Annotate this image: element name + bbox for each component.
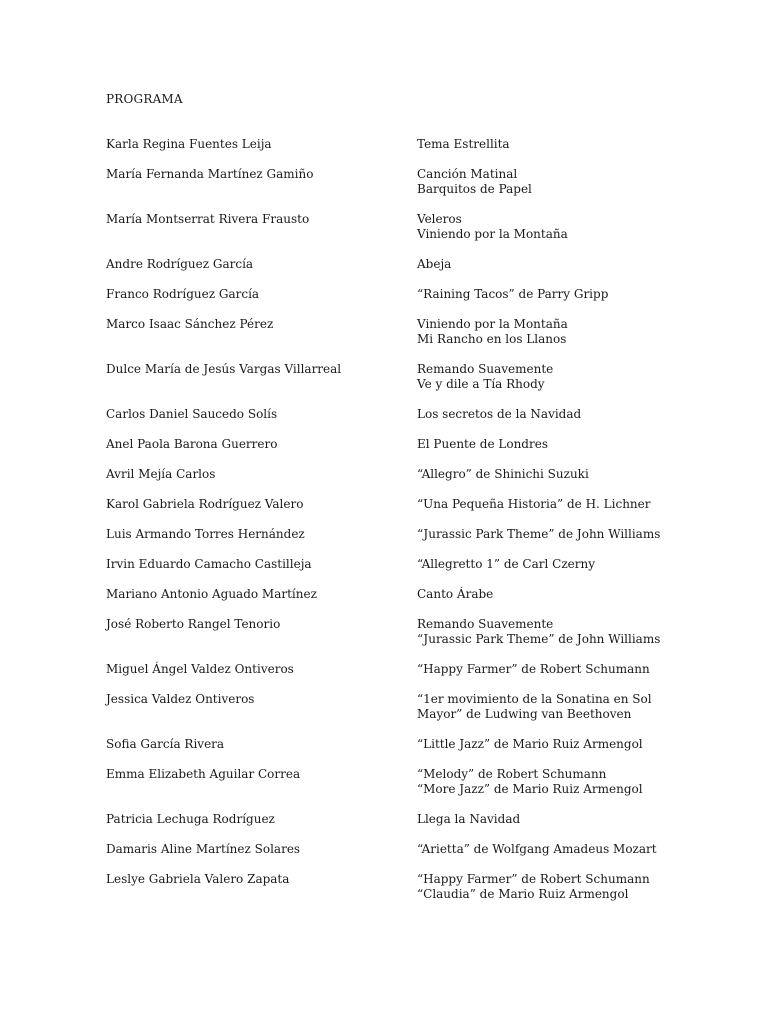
piece-title: “Raining Tacos” de Parry Gripp: [417, 287, 609, 301]
program-entry: [106, 137, 666, 152]
piece-list: [417, 437, 666, 452]
piece-title: “Little Jazz” de Mario Ruiz Armengol: [417, 737, 643, 751]
program-entry: [106, 662, 666, 677]
piece-title: Veleros: [417, 212, 462, 226]
performer-name: María Montserrat Rivera Frausto: [106, 212, 310, 226]
program-list: [106, 137, 666, 902]
piece-title: Barquitos de Papel: [417, 182, 532, 196]
program-entry: [106, 407, 666, 422]
piece-title: “Happy Farmer” de Robert Schumann: [417, 662, 650, 676]
program-entry: [106, 767, 666, 797]
piece-title: Llega la Navidad: [417, 812, 521, 826]
piece-list: [417, 137, 666, 152]
program-entry: [106, 842, 666, 857]
piece-list: [417, 527, 666, 542]
program-entry: [106, 812, 666, 827]
piece-list: [417, 617, 666, 647]
piece-list: [417, 842, 666, 857]
piece-list: [417, 497, 666, 512]
program-entry: [106, 497, 666, 512]
piece-title: Los secretos de la Navidad: [417, 407, 582, 421]
program-entry: [106, 587, 666, 602]
program-entry: [106, 437, 666, 452]
program-entry: [106, 527, 666, 542]
piece-title: Remando Suavemente: [417, 362, 554, 376]
performer-name: Andre Rodríguez García: [106, 257, 254, 271]
performer-name: Avril Mejía Carlos: [106, 467, 216, 481]
piece-title: El Puente de Londres: [417, 437, 548, 451]
program-entry: [106, 872, 666, 902]
piece-list: [417, 662, 666, 677]
performer-name: Karla Regina Fuentes Leija: [106, 137, 272, 151]
piece-list: [417, 737, 666, 752]
piece-title: “Jurassic Park Theme” de John Williams: [417, 632, 661, 646]
performer-name: Emma Elizabeth Aguilar Correa: [106, 767, 301, 781]
piece-list: [417, 317, 666, 347]
performer-name: José Roberto Rangel Tenorio: [106, 617, 281, 631]
performer-name: María Fernanda Martínez Gamiño: [106, 167, 314, 181]
piece-list: [417, 167, 666, 197]
piece-title: “Allegro” de Shinichi Suzuki: [417, 467, 589, 481]
performer-name: Sofia García Rivera: [106, 737, 225, 751]
piece-title: Canto Árabe: [417, 587, 494, 601]
piece-title: Abeja: [417, 257, 452, 271]
program-entry: [106, 557, 666, 572]
piece-list: [417, 692, 666, 722]
piece-title: Ve y dile a Tía Rhody: [417, 377, 545, 391]
piece-list: [417, 767, 666, 797]
piece-list: [417, 407, 666, 422]
piece-title: Viniendo por la Montaña: [417, 227, 568, 241]
performer-name: Luis Armando Torres Hernández: [106, 527, 305, 541]
piece-title: “Jurassic Park Theme” de John Williams: [417, 527, 661, 541]
piece-list: [417, 257, 666, 272]
piece-title: “Happy Farmer” de Robert Schumann: [417, 872, 650, 886]
piece-title: Canción Matinal: [417, 167, 518, 181]
page-heading: PROGRAMA: [106, 92, 183, 106]
performer-name: Irvin Eduardo Camacho Castilleja: [106, 557, 312, 571]
performer-name: Jessica Valdez Ontiveros: [106, 692, 255, 706]
piece-list: [417, 212, 666, 242]
piece-title: Mi Rancho en los Llanos: [417, 332, 567, 346]
program-entry: [106, 692, 666, 722]
program-entry: [106, 737, 666, 752]
program-entry: [106, 287, 666, 302]
piece-list: [417, 557, 666, 572]
performer-name: Marco Isaac Sánchez Pérez: [106, 317, 274, 331]
piece-list: [417, 287, 666, 302]
piece-title: “Allegretto 1” de Carl Czerny: [417, 557, 595, 571]
performer-name: Leslye Gabriela Valero Zapata: [106, 872, 290, 886]
piece-title: “1er movimiento de la Sonatina en Sol: [417, 692, 652, 706]
performer-name: Franco Rodríguez García: [106, 287, 260, 301]
piece-title: Tema Estrellita: [417, 137, 510, 151]
piece-list: [417, 812, 666, 827]
performer-name: Anel Paola Barona Guerrero: [106, 437, 278, 451]
program-entry: [106, 467, 666, 482]
piece-list: [417, 467, 666, 482]
piece-title: “More Jazz” de Mario Ruiz Armengol: [417, 782, 643, 796]
performer-name: Carlos Daniel Saucedo Solís: [106, 407, 278, 421]
piece-title: Viniendo por la Montaña: [417, 317, 568, 331]
program-entry: [106, 362, 666, 392]
piece-title: Mayor” de Ludwing van Beethoven: [417, 707, 632, 721]
performer-name: Karol Gabriela Rodríguez Valero: [106, 497, 304, 511]
piece-title: “Melody” de Robert Schumann: [417, 767, 607, 781]
performer-name: Miguel Ángel Valdez Ontiveros: [106, 662, 294, 676]
performer-name: Mariano Antonio Aguado Martínez: [106, 587, 317, 601]
program-entry: [106, 212, 666, 242]
performer-name: Dulce María de Jesús Vargas Villarreal: [106, 362, 342, 376]
performer-name: Patricia Lechuga Rodríguez: [106, 812, 275, 826]
program-entry: [106, 617, 666, 647]
piece-list: [417, 362, 666, 392]
piece-list: [417, 872, 666, 902]
program-entry: [106, 317, 666, 347]
piece-title: “Arietta” de Wolfgang Amadeus Mozart: [417, 842, 657, 856]
performer-name: Damaris Aline Martínez Solares: [106, 842, 301, 856]
piece-title: “Claudia” de Mario Ruiz Armengol: [417, 887, 629, 901]
piece-list: [417, 587, 666, 602]
program-entry: [106, 167, 666, 197]
piece-title: “Una Pequeña Historia” de H. Lichner: [417, 497, 651, 511]
piece-title: Remando Suavemente: [417, 617, 554, 631]
program-entry: [106, 257, 666, 272]
